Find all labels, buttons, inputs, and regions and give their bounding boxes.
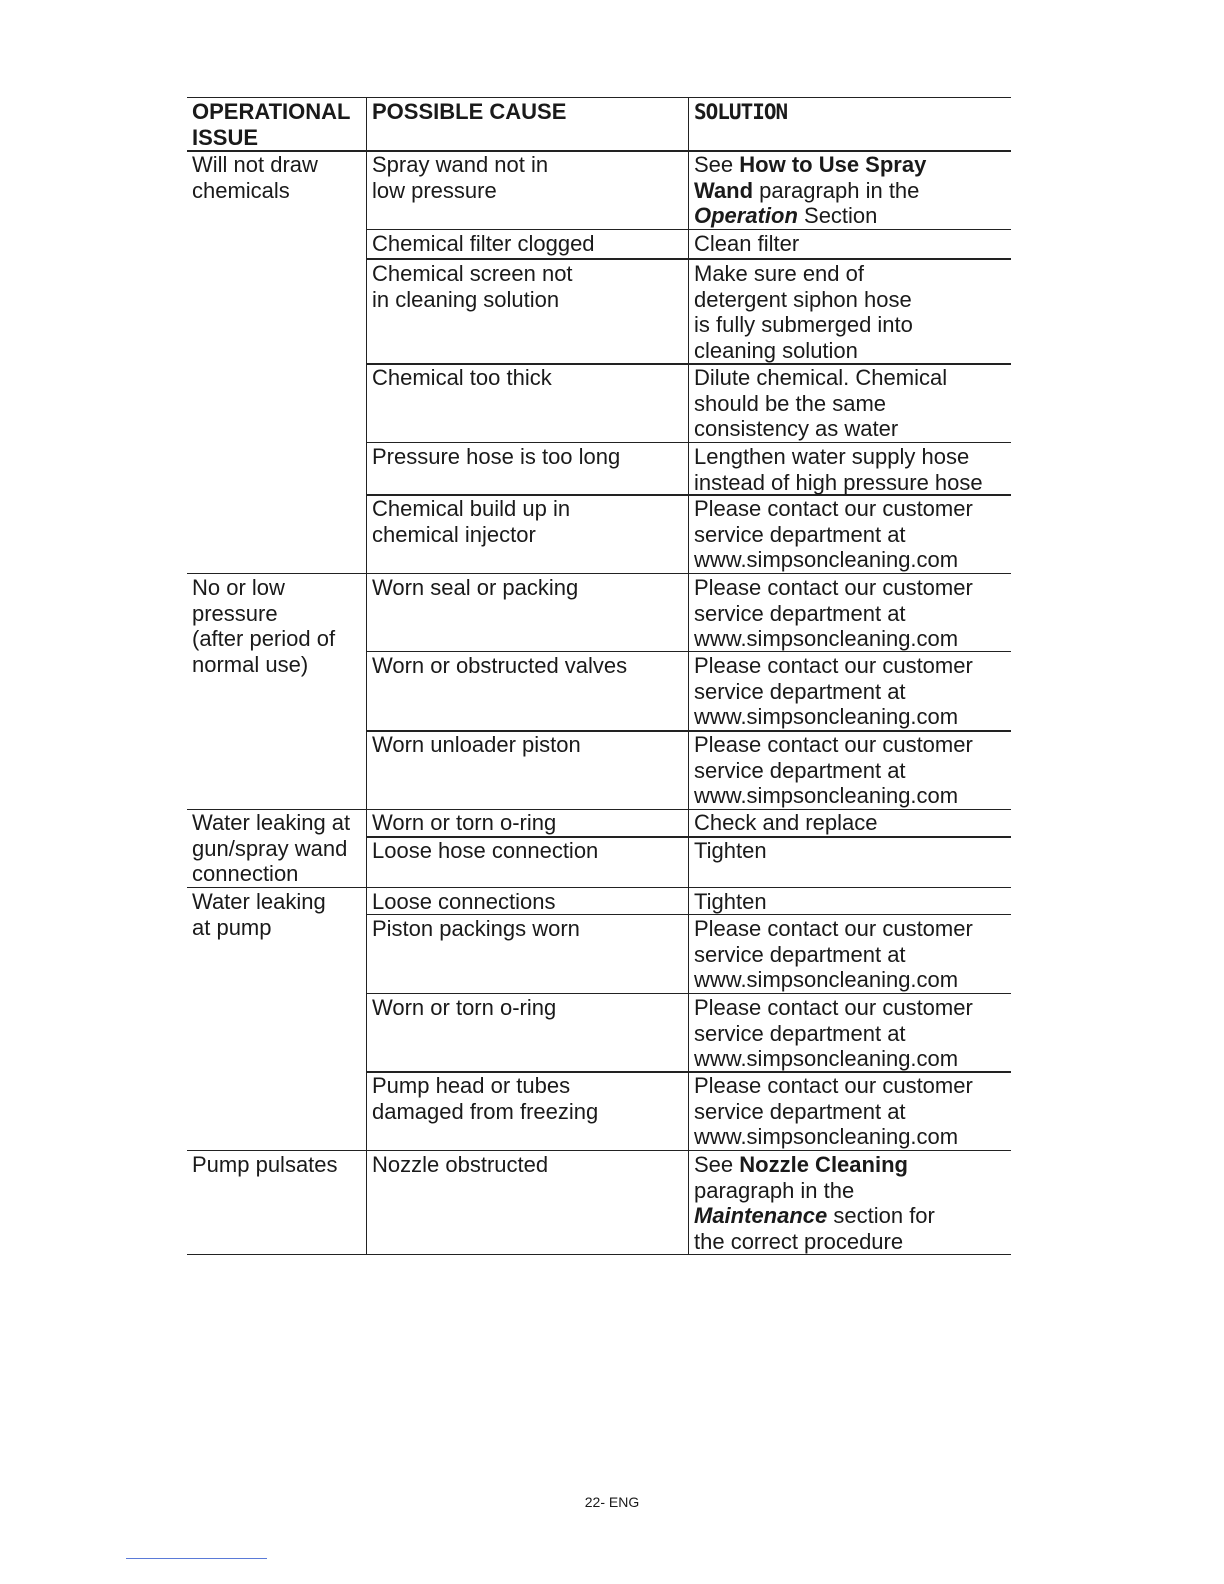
issue-cell: Water leaking at gun/spray wand connection xyxy=(192,810,351,886)
header-solution: SOLUTION xyxy=(694,100,788,124)
cause-cell: Chemical build up in chemical injector xyxy=(372,496,571,547)
group-rule xyxy=(187,573,1011,574)
solution-cell: Dilute chemical. Chemical should be the same consistency as water xyxy=(694,365,948,441)
group-rule xyxy=(187,887,1011,888)
solution-cell: Tighten xyxy=(694,889,767,914)
solution-cell: Lengthen water supply hose instead of high pressure hose xyxy=(694,444,983,495)
row-rule xyxy=(366,258,1011,260)
solution-cell: Tighten xyxy=(694,838,767,863)
cause-cell: Worn or torn o-ring xyxy=(372,810,557,835)
solution-cell: Check and replace xyxy=(694,810,878,835)
cause-cell: Piston packings worn xyxy=(372,916,580,941)
solution-cell: Please contact our customer service department at www.simpsoncleaning.com xyxy=(694,496,973,572)
group-rule xyxy=(187,1150,1011,1151)
solution-cell: Please contact our customer service department at www.simpsoncleaning.com xyxy=(694,575,973,651)
solution-cell: Clean filter xyxy=(694,231,800,256)
solution-cell: Please contact our customer service department at www.simpsoncleaning.com xyxy=(694,732,973,808)
header-operational-issue: OPERATIONAL ISSUE xyxy=(192,99,351,150)
issue-cell: Will not draw chemicals xyxy=(192,152,318,203)
issue-cell: Water leaking at pump xyxy=(192,889,326,940)
row-rule xyxy=(366,442,1011,443)
table-bottom-rule xyxy=(187,1254,1011,1255)
solution-cell: See How to Use Spray Wand paragraph in the Operation Section xyxy=(694,152,927,228)
cause-cell: Pressure hose is too long xyxy=(372,444,621,469)
cause-cell: Worn seal or packing xyxy=(372,575,579,600)
column-divider xyxy=(366,97,367,1254)
table-top-rule xyxy=(187,97,1011,98)
page-number: 22- ENG xyxy=(584,1494,640,1510)
row-rule xyxy=(366,229,1011,230)
cause-cell: Chemical filter clogged xyxy=(372,231,595,256)
cause-cell: Spray wand not in low pressure xyxy=(372,152,549,203)
cause-cell: Pump head or tubes damaged from freezing xyxy=(372,1073,599,1124)
cause-cell: Loose hose connection xyxy=(372,838,599,863)
cause-cell: Nozzle obstructed xyxy=(372,1152,549,1177)
cause-cell: Worn or obstructed valves xyxy=(372,653,628,678)
solution-cell: See Nozzle Cleaning paragraph in the Maintenance section for the correct procedure xyxy=(694,1152,935,1254)
cause-cell: Loose connections xyxy=(372,889,556,914)
solution-cell: Please contact our customer service department at www.simpsoncleaning.com xyxy=(694,653,973,729)
cause-cell: Chemical screen not in cleaning solution xyxy=(372,261,573,312)
column-divider xyxy=(688,97,689,1254)
cause-cell: Worn or torn o-ring xyxy=(372,995,557,1020)
row-rule xyxy=(366,993,1011,994)
solution-cell: Please contact our customer service department at www.simpsoncleaning.com xyxy=(694,1073,973,1149)
footnote-rule xyxy=(126,1558,267,1559)
cause-cell: Chemical too thick xyxy=(372,365,552,390)
solution-cell: Please contact our customer service department at www.simpsoncleaning.com xyxy=(694,916,973,992)
header-possible-cause: POSSIBLE CAUSE xyxy=(372,99,567,124)
issue-cell: No or low pressure (after period of normal use) xyxy=(192,575,336,677)
cause-cell: Worn unloader piston xyxy=(372,732,581,757)
solution-cell: Please contact our customer service department at www.simpsoncleaning.com xyxy=(694,995,973,1071)
issue-cell: Pump pulsates xyxy=(192,1152,338,1177)
solution-cell: Make sure end of detergent siphon hose is fully submerged into cleaning solution xyxy=(694,261,913,363)
